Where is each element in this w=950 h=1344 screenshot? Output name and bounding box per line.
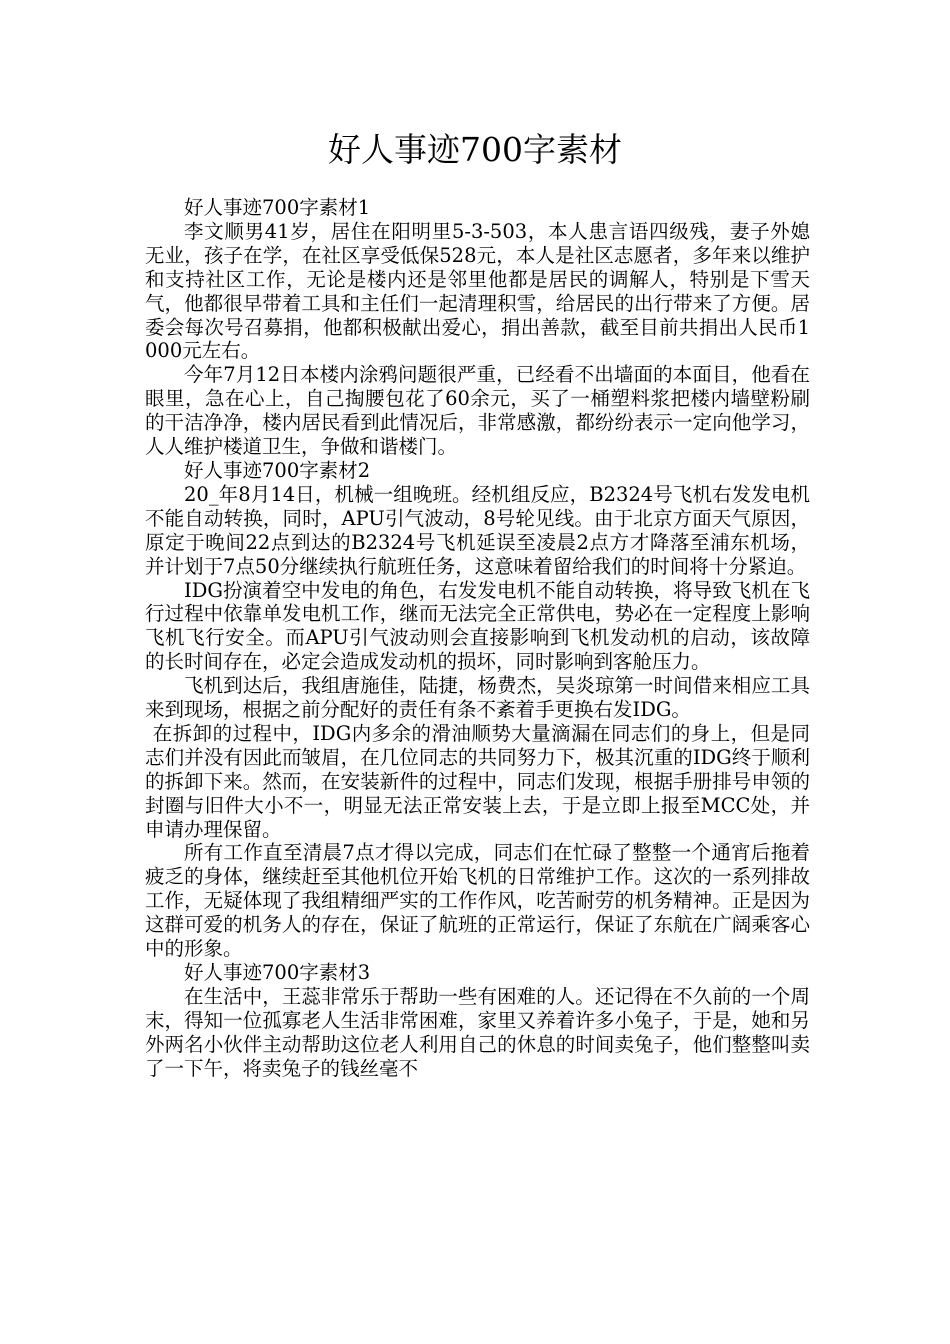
paragraph: 所有工作直至清晨7点才得以完成，同志们在忙碌了整整一个通宵后拖着疲乏的身体，继续赶至其他机位开始飞机的日常维护工作。这次的一系列排故工作，无疑体现了我组精细严实的工作作风，吃苦耐劳的机务精神。正是因为这群可爱的机务人的存在，保证了航班的正常运行，保证了东航在广阔乘客心中的形象。 xyxy=(145,841,810,961)
paragraph: 20_年8月14日，机械一组晚班。经机组反应，B2324号飞机右发发电机不能自动转换，同时，APU引气波动，8号轮见线。由于北京方面天气原因，原定于晚间22点到达的B2324号飞机延误至凌晨2点方才降落至浦东机场，并计划于7点50分继续执行航班任务，这意味着留给我们的时间将十分紧迫。 xyxy=(145,482,810,578)
paragraph: 今年7月12日本楼内涂鸦问题很严重，已经看不出墙面的本面目，他看在眼里，急在心上，自己掏腰包花了60余元，买了一桶塑料浆把楼内墙壁粉刷的干洁净净，楼内居民看到此情况后，非常感激，都纷纷表示一定向他学习，人人维护楼道卫生，争做和谐楼门。 xyxy=(145,363,810,459)
paragraph: 李文顺男41岁，居住在阳明里5-3-503，本人患言语四级残，妻子外媳无业，孩子在学，在社区享受低保528元，本人是社区志愿者，多年来以维护和支持社区工作，无论是楼内还是邻里他都是居民的调解人，特别是下雪天气，他都很早带着工具和主任们一起清理积雪，给居民的出行带来了方便。居委会每次号召募捐，他都积极献出爱心，捐出善款，截至目前共捐出人民币1000元左右。 xyxy=(145,219,810,363)
document-title: 好人事迹700字素材 xyxy=(328,130,622,169)
paragraph: 在拆卸的过程中，IDG内多余的滑油顺势大量滴漏在同志们的身上，但是同志们并没有因此而皱眉，在几位同志的共同努力下，极其沉重的IDG终于顺利的拆卸下来。然而，在安装新件的过程中，同志们发现，根据手册排号申领的封圈与旧件大小不一，明显无法正常安装上去，于是立即上报至MCC处，并申请办理保留。 xyxy=(145,721,810,841)
section-heading-2: 好人事迹700字素材2 xyxy=(184,458,371,482)
paragraph: IDG扮演着空中发电的角色，右发发电机不能自动转换，将导致飞机在飞行过程中依靠单发电机工作，继而无法完全正常供电，势必在一定程度上影响飞机飞行安全。而APU引气波动则会直接影响到飞机发动机的启动，该故障的长时间存在，必定会造成发动机的损坏，同时影响到客舱压力。 xyxy=(145,578,810,674)
paragraph: 在生活中，王蕊非常乐于帮助一些有困难的人。还记得在不久前的一个周末，得知一位孤寡老人生活非常困难，家里又养着许多小兔子，于是，她和另外两名小伙伴主动帮助这位老人利用自己的休息的时间卖兔子，他们整整叫卖了一下午，将卖兔子的钱丝毫不 xyxy=(145,984,810,1080)
section-heading-3: 好人事迹700字素材3 xyxy=(184,961,371,984)
section-heading-1: 好人事迹700字素材1 xyxy=(184,196,371,219)
paragraph: 飞机到达后，我组唐施佳，陆捷，杨费杰，吴炎琼第一时间借来相应工具来到现场，根据之前分配好的责任有条不紊着手更换右发IDG。 xyxy=(145,674,810,722)
document-body xyxy=(145,196,810,1081)
